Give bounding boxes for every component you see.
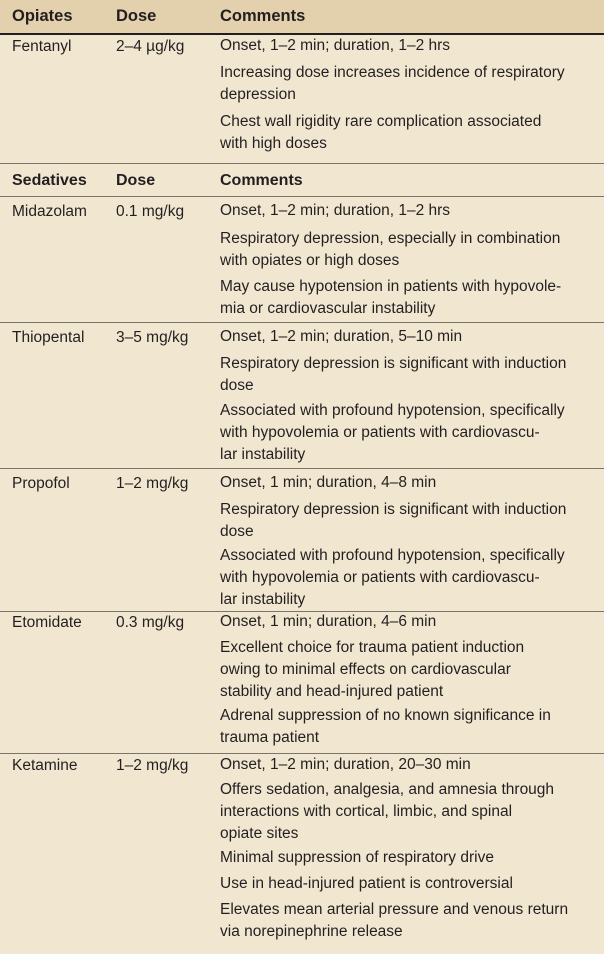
drug-dose: 1–2 mg/kg — [116, 475, 189, 492]
drug-dose: 1–2 mg/kg — [116, 757, 189, 774]
drug-dose: 2–4 µg/kg — [116, 38, 185, 55]
comment-item: Offers sedation, analgesia, and amnesia through interactions with cortical, limbic, and spinal opiate sites — [220, 781, 555, 842]
sedatives-column-header: Sedatives — [12, 172, 87, 189]
comment-item: Onset, 1–2 min; duration, 5–10 min — [220, 328, 463, 345]
comment-item: Use in head-injured patient is controversial — [220, 875, 513, 892]
row-divider — [0, 322, 604, 323]
comment-item: Onset, 1–2 min; duration, 1–2 hrs — [220, 37, 451, 54]
drug-name: Fentanyl — [12, 38, 72, 55]
comments-column-header: Comments — [220, 172, 303, 189]
row-divider — [0, 468, 604, 469]
comment-item: Onset, 1 min; duration, 4–8 min — [220, 474, 437, 491]
dose-column-header: Dose — [116, 172, 156, 189]
drug-dose: 0.1 mg/kg — [116, 203, 185, 220]
comment-item: Adrenal suppression of no known significance in trauma patient — [220, 707, 551, 746]
comments-column-header: Comments — [220, 7, 306, 25]
comment-item: Respiratory depression, especially in combination with opiates or high doses — [220, 230, 561, 269]
comment-item: Excellent choice for trauma patient induction owing to minimal effects on cardiovascular stability and head-injured patient — [220, 639, 525, 700]
comment-item: Associated with profound hypotension, specifically with hypovolemia or patients with cardiovascu- lar instability — [220, 547, 565, 608]
section-divider — [0, 196, 604, 197]
drug-dose: 0.3 mg/kg — [116, 614, 185, 631]
comment-item: Respiratory depression is significant with induction dose — [220, 501, 567, 540]
comment-item: Chest wall rigidity rare complication associated with high doses — [220, 113, 542, 152]
comment-item: Minimal suppression of respiratory drive — [220, 849, 494, 866]
comment-item: Respiratory depression is significant with induction dose — [220, 355, 567, 394]
opiates-column-header: Opiates — [12, 7, 73, 25]
opiates-header-row — [0, 0, 604, 35]
comment-item: Increasing dose increases incidence of respiratory depression — [220, 64, 565, 103]
section-divider — [0, 163, 604, 164]
comment-item: Onset, 1 min; duration, 4–6 min — [220, 613, 437, 630]
comment-item: Onset, 1–2 min; duration, 20–30 min — [220, 756, 471, 773]
comment-item: Onset, 1–2 min; duration, 1–2 hrs — [220, 202, 451, 219]
drug-dose: 3–5 mg/kg — [116, 329, 189, 346]
comment-item: Associated with profound hypotension, specifically with hypovolemia or patients with cardiovascu- lar instability — [220, 402, 565, 463]
comment-item: Elevates mean arterial pressure and venous return via norepinephrine release — [220, 901, 569, 940]
drug-name: Thiopental — [12, 329, 85, 346]
drug-name: Etomidate — [12, 614, 82, 631]
drug-name: Propofol — [12, 475, 70, 492]
drug-name: Ketamine — [12, 757, 78, 774]
dose-column-header: Dose — [116, 7, 157, 25]
comment-item: May cause hypotension in patients with hypovole- mia or cardiovascular instability — [220, 278, 562, 317]
drug-name: Midazolam — [12, 203, 87, 220]
